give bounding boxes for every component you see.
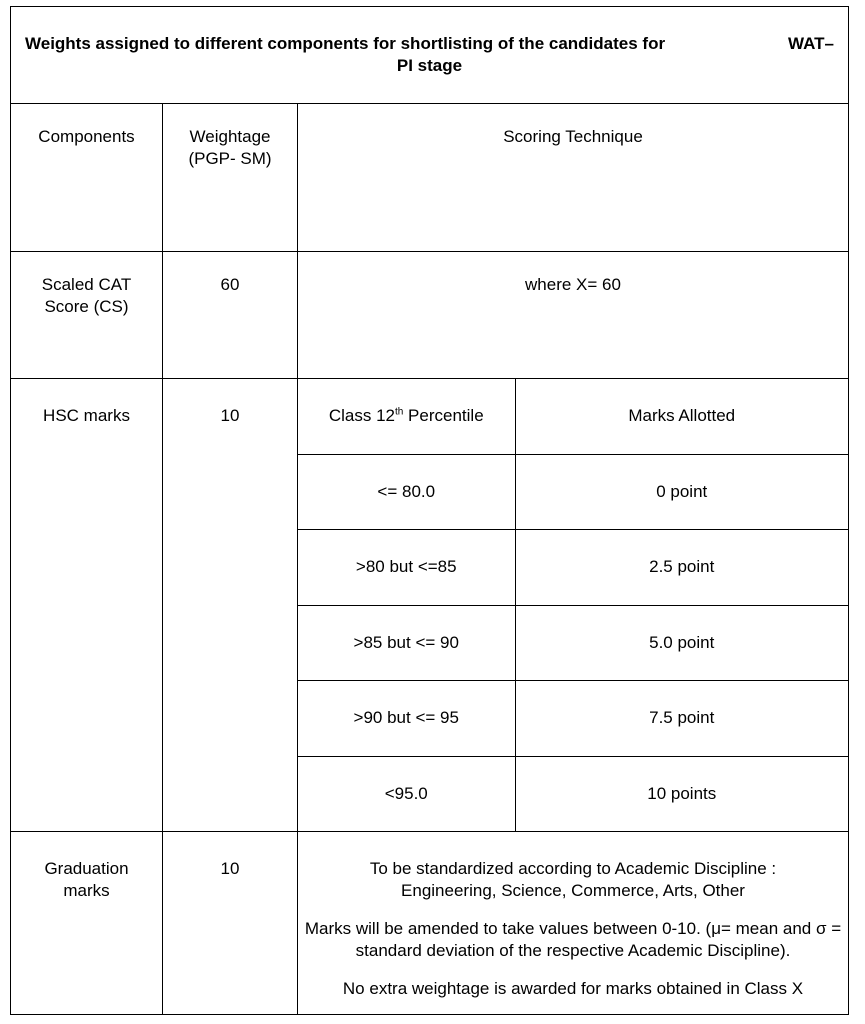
percentile-range: >80 but <=85 — [298, 530, 515, 606]
title-part2: WAT– — [788, 34, 834, 53]
title-line2: PI stage — [396, 56, 463, 75]
percentile-header: Class 12th Percentile — [298, 379, 515, 454]
table-row — [298, 379, 848, 454]
table-row — [298, 681, 848, 757]
percentile-range: >90 but <= 95 — [298, 681, 515, 757]
marks-value: 0 point — [515, 454, 848, 530]
table-title — [11, 7, 849, 104]
graduation-para-1: To be standardized according to Academic Discipline : Engineering, Science, Commerce, Arts, Other — [369, 859, 777, 900]
marks-header: Marks Allotted — [515, 379, 848, 454]
hsc-scoring — [298, 379, 849, 832]
marks-value: 10 points — [647, 783, 717, 803]
percentile-range: <95.0 — [298, 756, 515, 831]
cat-component: Scaled CAT Score (CS) — [11, 252, 163, 379]
header-components: Components — [11, 104, 163, 252]
hsc-component: HSC marks — [11, 379, 163, 832]
marks-value: 7.5 point — [515, 681, 848, 757]
table-row — [298, 454, 848, 530]
hsc-percentile-table — [298, 379, 848, 831]
header-weightage: Weightage (PGP- SM) — [163, 104, 298, 252]
title-part1: Weights assigned to different components for shortlisting of the candidates for — [25, 34, 666, 53]
header-scoring: Scoring Technique — [298, 104, 849, 252]
table-row — [298, 530, 848, 606]
percentile-range: <= 80.0 — [298, 454, 515, 530]
percentile-range: >85 but <= 90 — [298, 605, 515, 681]
hsc-weight: 10 — [163, 379, 298, 832]
marks-value: 2.5 point — [515, 530, 848, 606]
marks-value: 5.0 point — [515, 605, 848, 681]
table-row — [298, 605, 848, 681]
weights-table — [10, 6, 849, 1015]
graduation-para-3: No extra weightage is awarded for marks obtained in Class X — [342, 979, 804, 998]
cat-weight: 60 — [163, 252, 298, 379]
graduation-scoring — [298, 832, 849, 1015]
graduation-component: Graduation marks — [11, 832, 163, 1015]
table-row — [298, 756, 848, 831]
graduation-weight: 10 — [163, 832, 298, 1015]
graduation-para-2: Marks will be amended to take values between 0-10. (μ= mean and σ = standard deviation of the respective Academic Discipline). — [304, 919, 842, 960]
cat-scoring: where X= 60 — [298, 252, 849, 379]
